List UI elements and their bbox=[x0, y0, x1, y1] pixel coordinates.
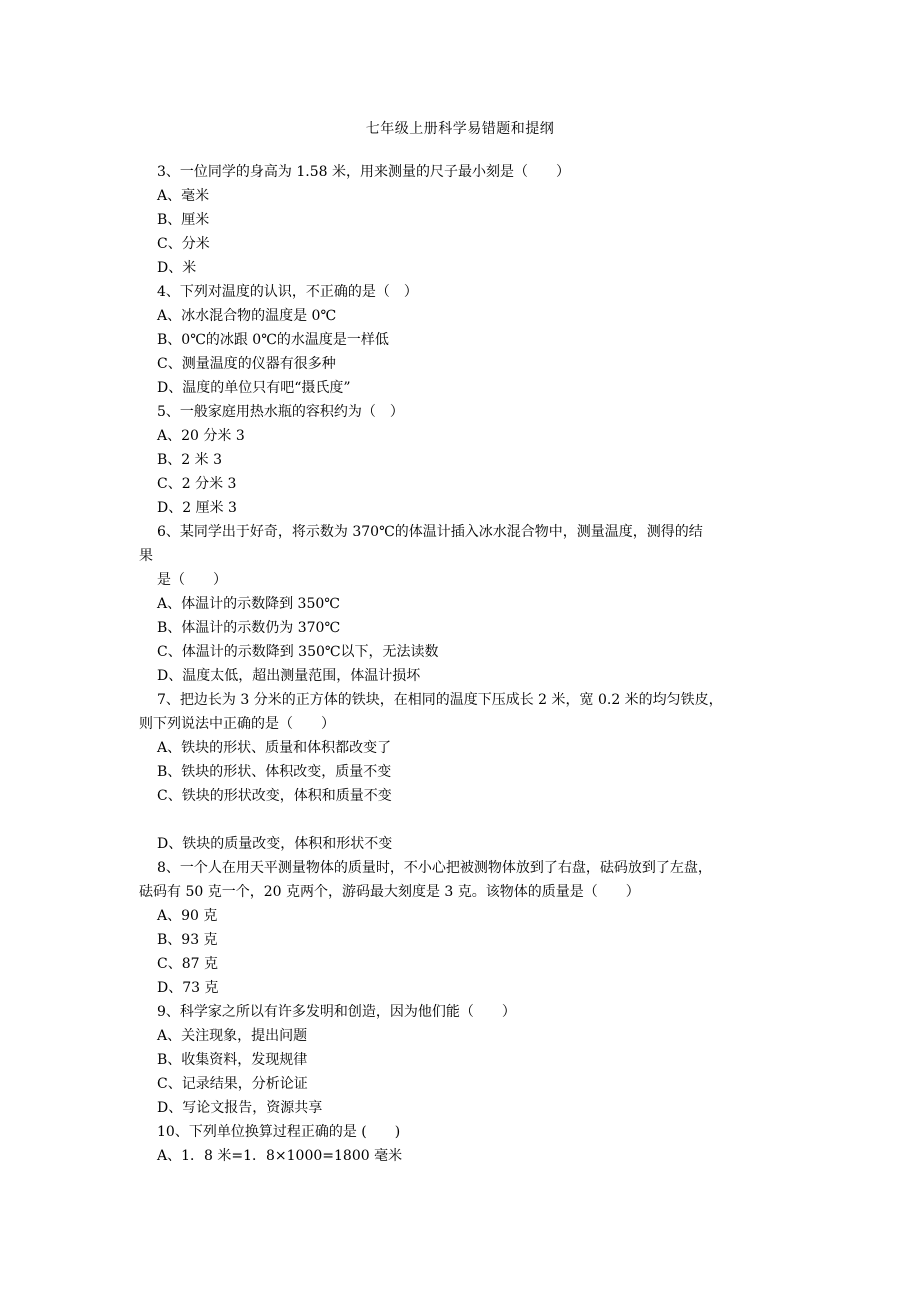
question-4: 4、下列对温度的认识，不正确的是（ ） bbox=[157, 284, 418, 300]
option-6a: A、体温计的示数降到 350℃ bbox=[157, 596, 340, 612]
option-4c: C、测量温度的仪器有很多种 bbox=[157, 356, 336, 372]
option-9c: C、记录结果，分析论证 bbox=[157, 1076, 308, 1092]
question-6-cont: 果 bbox=[139, 548, 153, 564]
option-6d: D、温度太低，超出测量范围，体温计损坏 bbox=[157, 668, 421, 684]
option-10a: A、1．8 米=1．8×1000=1800 毫米 bbox=[157, 1148, 403, 1164]
question-7-cont: 则下列说法中正确的是（ ） bbox=[139, 716, 335, 732]
option-3c: C、分米 bbox=[157, 236, 210, 252]
option-4b: B、0℃的冰跟 0℃的水温度是一样低 bbox=[157, 332, 389, 348]
option-8d: D、73 克 bbox=[157, 980, 219, 996]
option-8a: A、90 克 bbox=[157, 908, 218, 924]
option-6b: B、体温计的示数仍为 370℃ bbox=[157, 620, 341, 636]
option-7c: C、铁块的形状改变，体积和质量不变 bbox=[157, 788, 392, 804]
question-7: 7、把边长为 3 分米的正方体的铁块，在相同的温度下压成长 2 米，宽 0.2 米的均匀铁皮， bbox=[157, 692, 723, 708]
option-8c: C、87 克 bbox=[157, 956, 218, 972]
option-7d: D、铁块的质量改变，体积和形状不变 bbox=[157, 836, 393, 852]
document-body bbox=[139, 160, 799, 1168]
document-title: 七年级上册科学易错题和提纲 bbox=[365, 121, 555, 137]
option-6c: C、体温计的示数降到 350℃以下，无法读数 bbox=[157, 644, 439, 660]
question-6: 6、某同学出于好奇，将示数为 370℃的体温计插入冰水混合物中，测量温度，测得的结 bbox=[157, 524, 703, 540]
option-4d: D、温度的单位只有吧“摄氏度” bbox=[157, 380, 351, 396]
option-3a: A、毫米 bbox=[157, 188, 210, 204]
option-5b: B、2 米 3 bbox=[157, 452, 223, 468]
option-9a: A、关注现象，提出问题 bbox=[157, 1028, 308, 1044]
option-9d: D、写论文报告，资源共享 bbox=[157, 1100, 323, 1116]
option-5c: C、2 分米 3 bbox=[157, 476, 237, 492]
option-9b: B、收集资料，发现规律 bbox=[157, 1052, 308, 1068]
option-5d: D、2 厘米 3 bbox=[157, 500, 237, 516]
question-10: 10、下列单位换算过程正确的是 ( ) bbox=[157, 1124, 401, 1140]
option-7b: B、铁块的形状、体积改变，质量不变 bbox=[157, 764, 392, 780]
question-3: 3、一位同学的身高为 1.58 米，用来测量的尺子最小刻是（ ） bbox=[157, 164, 570, 180]
option-7a: A、铁块的形状、质量和体积都改变了 bbox=[157, 740, 392, 756]
option-3d: D、米 bbox=[157, 260, 197, 276]
question-8-cont: 砝码有 50 克一个，20 克两个，游码最大刻度是 3 克。该物体的质量是（ ） bbox=[139, 884, 640, 900]
question-8: 8、一个人在用天平测量物体的质量时，不小心把被测物体放到了右盘，砝码放到了左盘， bbox=[157, 860, 712, 876]
option-3b: B、厘米 bbox=[157, 212, 210, 228]
option-5a: A、20 分米 3 bbox=[157, 428, 245, 444]
question-5: 5、一般家庭用热水瓶的容积约为（ ） bbox=[157, 404, 404, 420]
question-9: 9、科学家之所以有许多发明和创造，因为他们能（ ） bbox=[157, 1004, 516, 1020]
option-8b: B、93 克 bbox=[157, 932, 218, 948]
option-4a: A、冰水混合物的温度是 0℃ bbox=[157, 308, 337, 324]
question-6-cont2: 是（ ） bbox=[157, 572, 227, 588]
blank-line bbox=[139, 808, 799, 832]
